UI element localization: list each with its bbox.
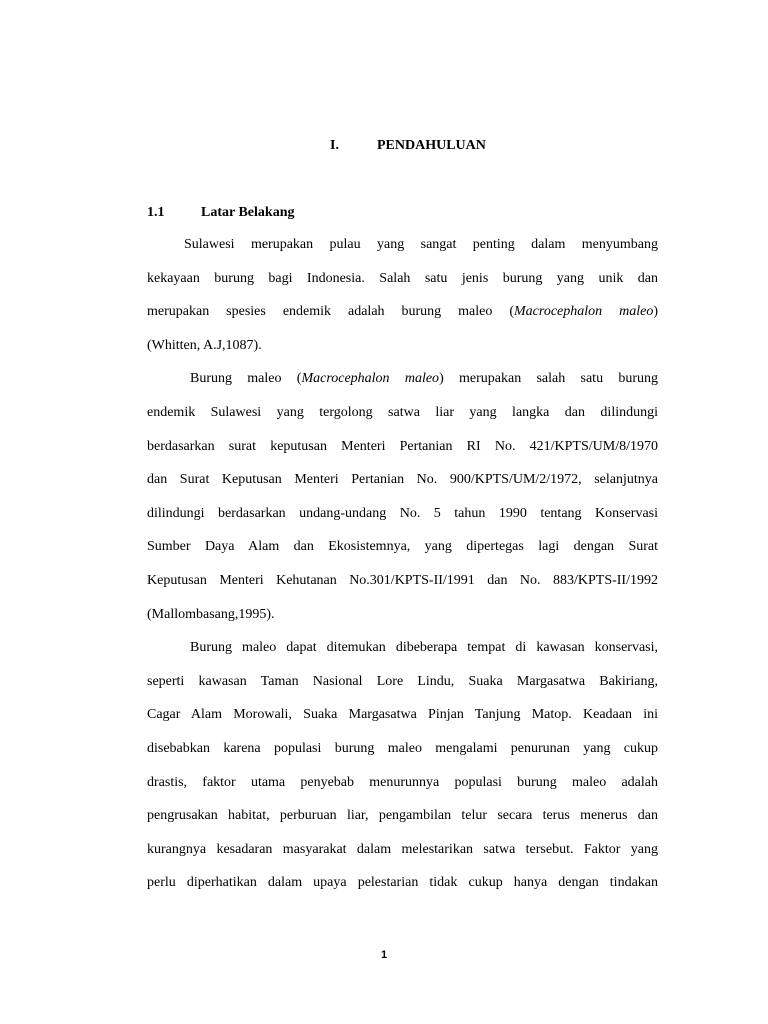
page-number: 1: [380, 949, 388, 961]
text-run: merupakan spesies endemik adalah burung maleo (: [147, 304, 515, 320]
body-text: [147, 228, 658, 900]
paragraph: [147, 228, 658, 362]
italic-text: Macrocephalon maleo: [514, 304, 654, 320]
text-run: dan Surat Keputusan Menteri Pertanian No. 900/KPTS/UM/2/1972, selanjutnya: [147, 472, 658, 488]
paragraph: [147, 362, 658, 631]
paragraph: [147, 631, 658, 900]
text-run: ): [653, 304, 659, 320]
text-line: [147, 463, 658, 497]
chapter-number: I.: [330, 138, 339, 153]
text-line: [147, 866, 658, 900]
text-line: [147, 698, 658, 732]
text-run: disebabkan karena populasi burung maleo mengalami penurunan yang cukup: [147, 740, 658, 756]
text-run: Burung maleo dapat ditemukan dibeberapa tempat di kawasan konservasi,: [190, 640, 658, 656]
section-number: 1.1: [147, 205, 165, 220]
text-line: [147, 833, 658, 867]
text-run: Sulawesi merupakan pulau yang sangat penting dalam menyumbang: [184, 237, 658, 252]
text-line: [147, 564, 658, 598]
text-line: [147, 766, 658, 800]
chapter-title: PENDAHULUAN: [377, 138, 486, 153]
text-run: perlu diperhatikan dalam upaya pelestarian tidak cukup hanya dengan tindakan: [147, 875, 658, 891]
text-line: [147, 362, 658, 396]
text-line: [147, 598, 658, 632]
text-run: (Whitten, A.J,1087).: [147, 337, 262, 353]
text-run: Sumber Daya Alam dan Ekosistemnya, yang dipertegas lagi dengan Surat: [147, 539, 658, 555]
text-run: drastis, faktor utama penyebab menurunnya populasi burung maleo adalah: [147, 774, 658, 790]
text-run: (Mallombasang,1995).: [147, 606, 275, 622]
text-run: endemik Sulawesi yang tergolong satwa liar yang langka dan dilindungi: [147, 404, 658, 420]
text-line: [147, 497, 658, 531]
text-run: Keputusan Menteri Kehutanan No.301/KPTS-II/1991 dan No. 883/KPTS-II/1992: [147, 572, 658, 588]
text-line: [147, 665, 658, 699]
text-line: [147, 430, 658, 464]
text-line: [147, 295, 658, 329]
text-line: [147, 530, 658, 564]
text-run: berdasarkan surat keputusan Menteri Pertanian RI No. 421/KPTS/UM/8/1970: [147, 438, 658, 454]
italic-text: Macrocephalon maleo: [301, 371, 440, 387]
text-run: Burung maleo (: [190, 371, 302, 387]
text-line: [147, 799, 658, 833]
text-line: [147, 396, 658, 430]
text-line: [147, 631, 658, 665]
text-line: [147, 262, 658, 296]
text-run: seperti kawasan Taman Nasional Lore Lindu, Suaka Margasatwa Bakiriang,: [147, 673, 658, 689]
text-run: Cagar Alam Morowali, Suaka Margasatwa Pinjan Tanjung Matop. Keadaan ini: [147, 707, 658, 723]
text-run: ) merupakan salah satu burung: [439, 371, 659, 387]
text-line: [147, 329, 658, 363]
text-run: kekayaan burung bagi Indonesia. Salah satu jenis burung yang unik dan: [147, 270, 658, 286]
text-run: pengrusakan habitat, perburuan liar, pengambilan telur secara terus menerus dan: [147, 808, 658, 824]
text-line: [147, 228, 658, 262]
text-run: dilindungi berdasarkan undang-undang No. 5 tahun 1990 tentang Konservasi: [147, 505, 658, 521]
text-line: [147, 732, 658, 766]
text-run: kurangnya kesadaran masyarakat dalam melestarikan satwa tersebut. Faktor yang: [147, 841, 658, 857]
section-title: Latar Belakang: [201, 205, 295, 220]
